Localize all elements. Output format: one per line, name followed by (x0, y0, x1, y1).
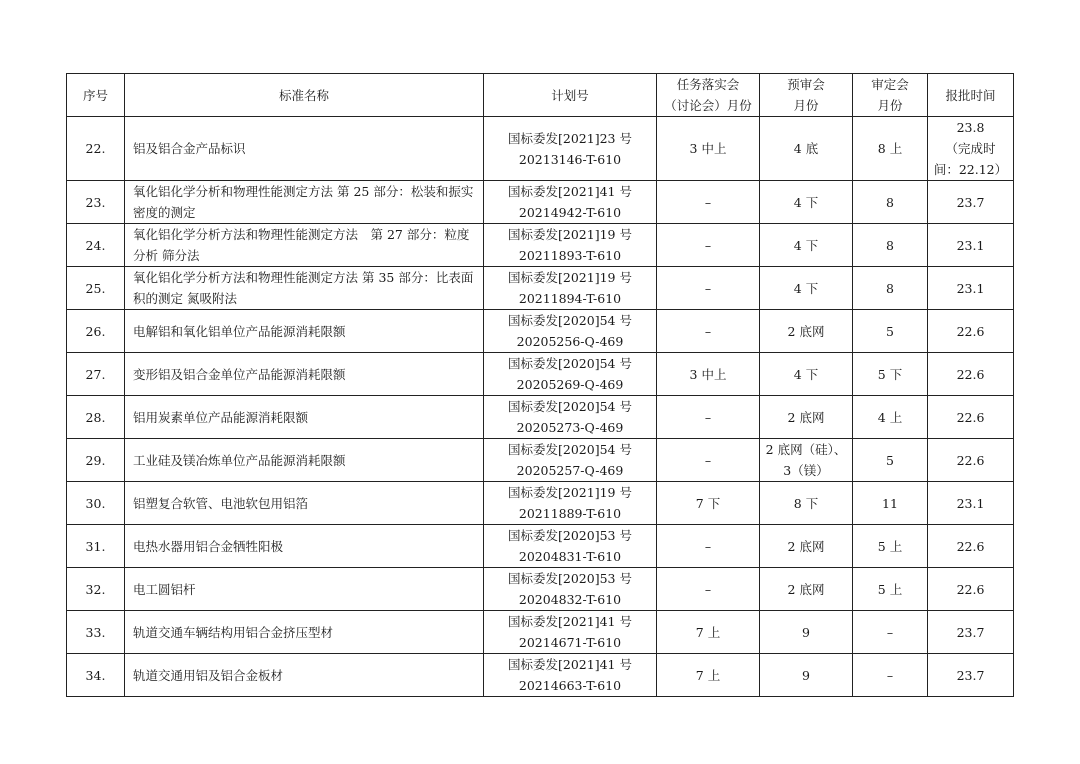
header-pre-line1: 预审会 (787, 77, 825, 92)
cell-seq: 29. (67, 439, 125, 482)
table-row (67, 568, 1014, 611)
cell-final-review-month: 5 上 (853, 525, 928, 568)
plan-project-code: 20205256-Q-469 (516, 334, 624, 349)
plan-project-code: 20214671-T-610 (518, 635, 622, 650)
table-row (67, 396, 1014, 439)
plan-document-number: 国标委发[2021]19 号 (508, 485, 632, 500)
cell-standard-name: 工业硅及镁冶炼单位产品能源消耗限额 (125, 439, 484, 482)
cell-final-review-month: 5 (853, 310, 928, 353)
plan-project-code: 20211893-T-610 (518, 248, 622, 263)
table-row (67, 525, 1014, 568)
cell-plan-number (484, 439, 657, 482)
cell-pre-review-month: 4 下 (760, 224, 853, 267)
plan-document-number: 国标委发[2021]19 号 (508, 227, 632, 242)
plan-document-number: 国标委发[2020]54 号 (508, 399, 632, 414)
header-task-line1: 任务落实会 (676, 77, 740, 92)
plan-document-number: 国标委发[2020]53 号 (508, 571, 632, 586)
cell-plan-number (484, 611, 657, 654)
cell-standard-name: 铝用炭素单位产品能源消耗限额 (125, 396, 484, 439)
cell-seq: 24. (67, 224, 125, 267)
cell-seq: 31. (67, 525, 125, 568)
cell-pre-review-month: 4 下 (760, 181, 853, 224)
plan-project-code: 20213146-T-610 (518, 151, 622, 167)
header-seq: 序号 (67, 74, 125, 117)
table-row (67, 353, 1014, 396)
cell-plan-number (484, 396, 657, 439)
plan-document-number: 国标委发[2020]53 号 (508, 528, 632, 543)
cell-report-time: 23.1 (928, 482, 1014, 525)
cell-report-time: 22.6 (928, 525, 1014, 568)
cell-standard-name: 电热水器用铝合金牺牲阳极 (125, 525, 484, 568)
cell-standard-name: 电工圆铝杆 (125, 568, 484, 611)
cell-standard-name: 变形铝及铝合金单位产品能源消耗限额 (125, 353, 484, 396)
plan-document-number: 国标委发[2020]54 号 (508, 313, 632, 328)
cell-final-review-month: 11 (853, 482, 928, 525)
cell-seq: 23. (67, 181, 125, 224)
cell-report-time: 23.7 (928, 611, 1014, 654)
cell-pre-review-month: 4 下 (760, 267, 853, 310)
cell-task-meeting-month: 7 下 (657, 482, 760, 525)
cell-pre-review-month: 9 (760, 611, 853, 654)
cell-plan-number (484, 310, 657, 353)
plan-document-number: 国标委发[2021]41 号 (508, 657, 632, 672)
header-task-meeting-month (657, 74, 760, 117)
cell-task-meeting-month: – (657, 439, 760, 482)
cell-pre-review-month: 2 底网 (760, 525, 853, 568)
cell-seq: 22. (67, 117, 125, 181)
plan-document-number: 国标委发[2020]54 号 (508, 356, 632, 371)
cell-task-meeting-month: – (657, 224, 760, 267)
cell-standard-name: 铝塑复合软管、电池软包用铝箔 (125, 482, 484, 525)
cell-report-time: 23.7 (928, 181, 1014, 224)
cell-plan-number (484, 267, 657, 310)
cell-task-meeting-month: – (657, 310, 760, 353)
cell-plan-number (484, 224, 657, 267)
cell-seq: 26. (67, 310, 125, 353)
cell-pre-review-month: 8 下 (760, 482, 853, 525)
cell-report-time: 22.6 (928, 568, 1014, 611)
cell-pre-review-month: 2 底网 (760, 396, 853, 439)
cell-task-meeting-month: – (657, 181, 760, 224)
header-final-line2: 月份 (877, 98, 903, 113)
plan-document-number: 国标委发[2021]41 号 (508, 184, 632, 199)
cell-pre-review-month: 2 底网 (760, 568, 853, 611)
cell-final-review-month: 8 上 (853, 117, 928, 181)
header-plan-number: 计划号 (484, 74, 657, 117)
plan-project-code: 20205257-Q-469 (516, 463, 624, 478)
cell-final-review-month: 5 下 (853, 353, 928, 396)
header-final-line1: 审定会 (871, 77, 909, 92)
cell-report-time: 22.6 (928, 439, 1014, 482)
cell-seq: 30. (67, 482, 125, 525)
header-standard-name: 标准名称 (125, 74, 484, 117)
cell-final-review-month: 5 (853, 439, 928, 482)
table-row (67, 654, 1014, 697)
cell-plan-number (484, 353, 657, 396)
plan-document-number: 国标委发[2021]19 号 (508, 270, 632, 285)
cell-standard-name: 电解铝和氧化铝单位产品能源消耗限额 (125, 310, 484, 353)
plan-document-number: 国标委发[2021]41 号 (508, 614, 632, 629)
cell-task-meeting-month: – (657, 525, 760, 568)
cell-plan-number (484, 525, 657, 568)
cell-pre-review-month: 9 (760, 654, 853, 697)
cell-task-meeting-month: – (657, 396, 760, 439)
plan-project-code: 20214942-T-610 (518, 205, 622, 220)
header-report-time: 报批时间 (928, 74, 1014, 117)
cell-report-time: 23.1 (928, 224, 1014, 267)
header-task-line2: （讨论会）月份 (664, 98, 752, 113)
cell-seq: 27. (67, 353, 125, 396)
cell-final-review-month: 5 上 (853, 568, 928, 611)
table-row (67, 310, 1014, 353)
cell-seq: 32. (67, 568, 125, 611)
cell-standard-name: 氧化铝化学分析和物理性能测定方法 第 25 部分：松装和振实密度的测定 (125, 181, 484, 224)
cell-task-meeting-month: 3 中上 (657, 353, 760, 396)
cell-report-time: 23.7 (928, 654, 1014, 697)
plan-document-number: 国标委发[2020]54 号 (508, 442, 632, 457)
header-final-review-month (853, 74, 928, 117)
table-row (67, 224, 1014, 267)
cell-task-meeting-month: 7 上 (657, 611, 760, 654)
plan-project-code: 20205269-Q-469 (516, 377, 624, 392)
plan-project-code: 20205273-Q-469 (516, 420, 624, 435)
table-row (67, 267, 1014, 310)
cell-report-time: 23.8 （完成时 间：22.12） (928, 117, 1014, 181)
cell-task-meeting-month: 7 上 (657, 654, 760, 697)
cell-final-review-month: – (853, 654, 928, 697)
table-row (67, 439, 1014, 482)
cell-pre-review-month: 2 底网 (760, 310, 853, 353)
cell-plan-number (484, 482, 657, 525)
cell-plan-number (484, 117, 657, 181)
cell-final-review-month: 4 上 (853, 396, 928, 439)
table-row (67, 482, 1014, 525)
cell-seq: 28. (67, 396, 125, 439)
cell-pre-review-month: 4 下 (760, 353, 853, 396)
cell-pre-review-month: 4 底 (760, 117, 853, 181)
plan-project-code: 20211889-T-610 (518, 506, 622, 521)
cell-report-time: 22.6 (928, 396, 1014, 439)
cell-seq: 34. (67, 654, 125, 697)
plan-project-code: 20204832-T-610 (518, 592, 622, 607)
cell-final-review-month: 8 (853, 181, 928, 224)
cell-task-meeting-month: – (657, 267, 760, 310)
cell-standard-name: 轨道交通车辆结构用铝合金挤压型材 (125, 611, 484, 654)
table-header-row (67, 74, 1014, 117)
cell-pre-review-month: 2 底网（硅）、 3（镁） (760, 439, 853, 482)
cell-report-time: 23.1 (928, 267, 1014, 310)
plan-project-code: 20214663-T-610 (518, 678, 622, 693)
cell-plan-number (484, 181, 657, 224)
table-row (67, 611, 1014, 654)
cell-task-meeting-month: – (657, 568, 760, 611)
cell-standard-name: 铝及铝合金产品标识 (125, 117, 484, 181)
cell-final-review-month: 8 (853, 267, 928, 310)
plan-document-number: 国标委发[2021]23 号 (508, 130, 632, 146)
cell-task-meeting-month: 3 中上 (657, 117, 760, 181)
plan-project-code: 20204831-T-610 (518, 549, 622, 564)
plan-project-code: 20211894-T-610 (518, 291, 622, 306)
cell-final-review-month: – (853, 611, 928, 654)
cell-report-time: 22.6 (928, 310, 1014, 353)
cell-standard-name: 氧化铝化学分析方法和物理性能测定方法 第 27 部分：粒度分析 筛分法 (125, 224, 484, 267)
cell-plan-number (484, 654, 657, 697)
table-row (67, 181, 1014, 224)
cell-final-review-month: 8 (853, 224, 928, 267)
cell-plan-number (484, 568, 657, 611)
table-row (67, 117, 1014, 181)
cell-standard-name: 氧化铝化学分析方法和物理性能测定方法 第 35 部分：比表面积的测定 氮吸附法 (125, 267, 484, 310)
standards-plan-table (66, 73, 1014, 697)
header-pre-line2: 月份 (793, 98, 819, 113)
cell-standard-name: 轨道交通用铝及铝合金板材 (125, 654, 484, 697)
cell-seq: 25. (67, 267, 125, 310)
header-pre-review-month (760, 74, 853, 117)
table-body (67, 117, 1014, 697)
cell-report-time: 22.6 (928, 353, 1014, 396)
cell-seq: 33. (67, 611, 125, 654)
